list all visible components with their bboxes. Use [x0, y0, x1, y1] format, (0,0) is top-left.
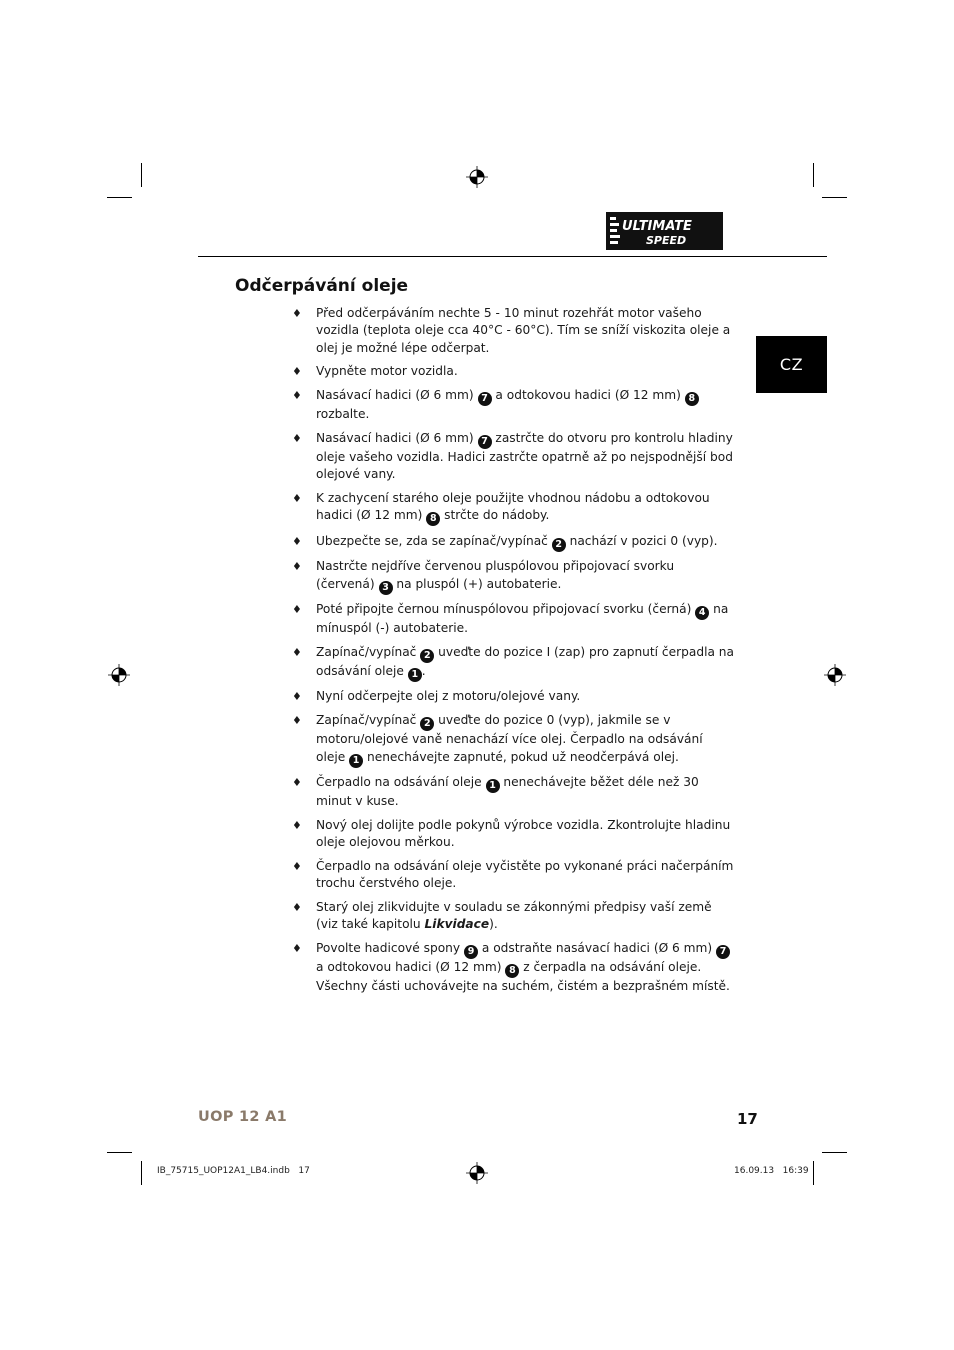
- language-tab: CZ: [756, 336, 827, 393]
- header-rule: [198, 256, 827, 257]
- model-name: UOP 12 A1: [198, 1109, 288, 1125]
- part-number-badge: 9: [464, 945, 478, 959]
- item-text: Ubezpečte se, zda se zapínač/vypínač: [316, 533, 552, 548]
- item-text: na pluspól (+) autobaterie.: [392, 576, 562, 591]
- part-number-badge: 7: [478, 435, 492, 449]
- part-number-badge: 2: [552, 538, 566, 552]
- item-text: Nastrčte nejdříve červenou pluspólovou připojovací svorku (červená): [316, 559, 675, 591]
- item-text: Nyní odčerpejte olej z motoru/olejové vany.: [316, 689, 581, 704]
- list-item: [292, 858, 734, 893]
- list-item: [292, 899, 734, 934]
- item-text: Povolte hadicové spony: [316, 941, 464, 956]
- diamond-bullet-icon: ♦: [292, 901, 302, 915]
- ultimate-speed-logo: [606, 212, 723, 250]
- diamond-bullet-icon: ♦: [292, 389, 302, 403]
- part-number-badge: 8: [426, 512, 440, 526]
- item-text: Čerpadlo na odsávání oleje: [316, 775, 486, 790]
- list-item: [292, 490, 734, 526]
- list-item: [292, 774, 734, 810]
- list-item: [292, 387, 734, 423]
- emphasis-text: Likvidace: [424, 917, 490, 932]
- part-number-badge: 7: [478, 392, 492, 406]
- item-text: K zachycení starého oleje použijte vhodnou nádobu a odtokovou hadici (Ø 12 mm): [316, 491, 710, 523]
- logo-text-bottom: SPEED: [646, 234, 687, 247]
- crop-mark: [107, 1152, 132, 1153]
- list-item: [292, 688, 734, 705]
- item-text: z čerpadla na odsávání oleje. Všechny části uchovávejte na suchém, čistém a bezprašném místě.: [316, 960, 730, 994]
- item-text: Poté připojte černou mínuspólovou připojovací svorku (černá): [316, 602, 696, 617]
- crop-mark: [822, 197, 847, 198]
- part-number-badge: 8: [685, 392, 699, 406]
- item-text: Před odčerpáváním nechte 5 - 10 minut rozehřát motor vašeho vozidla (teplota oleje cca 40°C - 60°C). Tím se sníží viskozita oleje a olej je možné lépe odčerpat.: [316, 306, 731, 355]
- list-item: [292, 644, 734, 682]
- part-number-badge: 4: [695, 606, 709, 620]
- logo-text-top: ULTIMATE: [622, 219, 692, 234]
- diamond-bullet-icon: ♦: [292, 818, 302, 832]
- item-text: .: [421, 663, 426, 678]
- crop-mark: [141, 1161, 142, 1185]
- diamond-bullet-icon: ♦: [292, 492, 302, 506]
- item-text: nachází v pozici 0 (vyp).: [565, 533, 718, 548]
- item-text: Nový olej dolijte podle pokynů výrobce vozidla. Zkontrolujte hladinu oleje olejovou měrkou.: [316, 817, 731, 850]
- list-item: [292, 305, 734, 357]
- print-date: 16.09.13 16:39: [734, 1166, 809, 1176]
- item-text: nenechávejte běžet déle než 30 minut v kuse.: [316, 775, 699, 809]
- diamond-bullet-icon: ♦: [292, 603, 302, 617]
- list-item: [292, 601, 734, 637]
- crop-mark: [107, 197, 132, 198]
- item-text: a odstraňte nasávací hadici (Ø 6 mm): [478, 941, 717, 956]
- item-text: a odtokovou hadici (Ø 12 mm): [491, 388, 685, 403]
- diamond-bullet-icon: ♦: [292, 365, 302, 379]
- list-item: [292, 817, 734, 852]
- crop-mark: [141, 163, 142, 187]
- item-text: uveďte do pozice 0 (vyp), jakmile se v motoru/olejové vaně nenachází více olej. Čerpadlo na odsávání oleje: [316, 713, 703, 764]
- list-item: [292, 712, 734, 767]
- item-text: strčte do nádoby.: [440, 508, 550, 523]
- diamond-bullet-icon: ♦: [292, 307, 302, 320]
- diamond-bullet-icon: ♦: [292, 714, 302, 728]
- diamond-bullet-icon: ♦: [292, 690, 302, 704]
- part-number-badge: 7: [716, 945, 730, 959]
- item-text: uveďte do pozice I (zap) pro zapnutí čerpadla na odsávání oleje: [316, 644, 735, 678]
- diamond-bullet-icon: ♦: [292, 942, 302, 956]
- diamond-bullet-icon: ♦: [292, 776, 302, 790]
- registration-mark-icon: [108, 664, 130, 686]
- crop-mark: [822, 1152, 847, 1153]
- part-number-badge: 2: [420, 717, 434, 731]
- registration-mark-icon: [466, 1162, 488, 1184]
- item-text: a odtokovou hadici (Ø 12 mm): [316, 960, 506, 975]
- item-text: nenechávejte zapnuté, pokud už neodčerpává olej.: [363, 749, 679, 764]
- list-item: [292, 533, 734, 552]
- registration-mark-icon: [466, 166, 488, 188]
- item-text: ).: [489, 917, 498, 932]
- item-text: Vypněte motor vozidla.: [316, 364, 458, 379]
- part-number-badge: 1: [349, 754, 363, 768]
- diamond-bullet-icon: ♦: [292, 859, 302, 873]
- item-text: na mínuspól (-) autobaterie.: [316, 602, 729, 636]
- page-number: 17: [737, 1110, 758, 1128]
- part-number-badge: 8: [505, 964, 519, 978]
- item-text: Starý olej zlikvidujte v souladu se zákonnými předpisy vaší země (viz také kapitolu: [316, 900, 712, 932]
- list-item: [292, 363, 734, 380]
- list-item: [292, 940, 734, 995]
- item-text: Zapínač/vypínač: [316, 713, 421, 728]
- crop-mark: [813, 163, 814, 187]
- item-text: Nasávací hadici (Ø 6 mm): [316, 430, 478, 445]
- item-text: Nasávací hadici (Ø 6 mm): [316, 388, 478, 403]
- file-info: IB_75715_UOP12A1_LB4.indb 17: [157, 1166, 310, 1176]
- diamond-bullet-icon: ♦: [292, 560, 302, 574]
- item-text: zastrčte do otvoru pro kontrolu hladiny oleje vašeho vozidla. Hadici zastrčte opatrně až po nejspodnější bod olejové vany.: [316, 430, 733, 482]
- part-number-badge: 3: [379, 581, 393, 595]
- item-text: rozbalte.: [316, 407, 370, 422]
- item-text: Čerpadlo na odsávání oleje vyčistěte po vykonané práci načerpáním trochu čerstvého oleje.: [316, 858, 734, 891]
- diamond-bullet-icon: ♦: [292, 534, 302, 548]
- part-number-badge: 2: [420, 649, 434, 663]
- item-text: Zapínač/vypínač: [316, 644, 421, 659]
- diamond-bullet-icon: ♦: [292, 645, 302, 659]
- registration-mark-icon: [824, 664, 846, 686]
- diamond-bullet-icon: ♦: [292, 431, 302, 445]
- part-number-badge: 1: [486, 779, 500, 793]
- crop-mark: [813, 1161, 814, 1185]
- instruction-list: [292, 305, 734, 1002]
- part-number-badge: 1: [408, 668, 422, 682]
- list-item: [292, 558, 734, 594]
- section-title: Odčerpávání oleje: [235, 276, 409, 296]
- list-item: [292, 430, 734, 484]
